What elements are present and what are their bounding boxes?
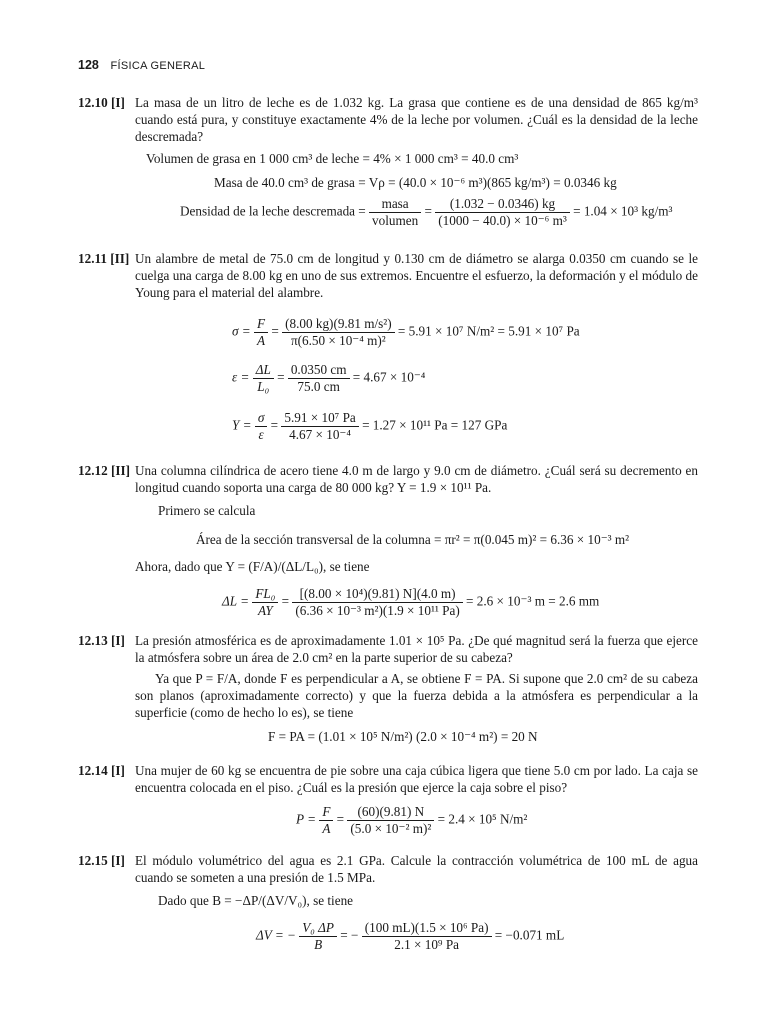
- problem-label: 12.12 [II]: [78, 463, 131, 478]
- fraction-v0dp-over-b: [299, 920, 337, 953]
- equation-stress: σ = $\frac{F}{A}$ = $\frac{\text{(8.00 kg)(9.81 m/s²)}}{\text{π(6.50 × 10⁻⁴ m)²}}$ = 5.91 × 10⁷ N/m² = 5.91 × 10⁷ Pa: [232, 316, 580, 348]
- denominator: A: [257, 333, 266, 348]
- numerator: ΔL: [253, 362, 274, 379]
- fraction-dl-over-l0: [253, 362, 274, 395]
- equation-lhs: ε =: [232, 369, 250, 385]
- fraction-fl0-over-ay: [252, 586, 278, 619]
- numerator: FL₀: [252, 586, 278, 603]
- denominator: 2.1 × 10⁹ Pa: [394, 937, 460, 952]
- equation-lhs: Y =: [232, 417, 252, 433]
- problem-12-15: [78, 852, 698, 886]
- equation-result: = −0.071 mL: [494, 927, 565, 943]
- equation-lhs: σ =: [232, 323, 251, 339]
- numerator: V₀ ΔP: [299, 920, 337, 937]
- equation-lhs: ΔL =: [222, 593, 250, 609]
- equation-young-modulus: Y = $\frac{\sigma}{\varepsilon}$ = $\frac{\text{5.91 × 10⁷ Pa}}{\text{4.67 × 10⁻⁴}}$ = 1.27 × 10¹¹ Pa = 127 GPa: [232, 410, 508, 442]
- text-given-young: Ahora, dado que Y = (F/A)/(ΔL/L₀), se tiene: [135, 559, 370, 574]
- problem-statement: La presión atmosférica es de aproximadamente 1.01 × 10⁵ Pa. ¿De qué magnitud será la fuerza que ejerce la atmósfera sobre un área de 2.0 cm² en la parte superior de su cabeza?: [135, 633, 698, 665]
- numerator: masa: [369, 196, 421, 213]
- denominator: π(6.50 × 10⁻⁴ m)²: [290, 333, 386, 348]
- fraction-f-over-a: [319, 804, 333, 837]
- equation-fat-volume: Volumen de grasa en 1 000 cm³ de leche = 4% × 1 000 cm³ = 40.0 cm³: [146, 151, 519, 166]
- numerator: 0.0350 cm: [288, 362, 350, 379]
- equation-strain: ε = $\frac{\Delta L}{\text{L₀}}$ = $\frac{0.0350 cm}{75.0 cm}$ = 4.67 × 10⁻⁴: [232, 362, 426, 394]
- fraction-values: [435, 196, 570, 229]
- numerator: (8.00 kg)(9.81 m/s²): [282, 316, 395, 333]
- problem-12-13: [78, 632, 698, 666]
- problem-statement: Una columna cilíndrica de acero tiene 4.0 m de largo y 9.0 cm de diámetro. ¿Cuál será su decremento en longitud cuando soporta una carga de 80 000 kg? Y = 1.9 × 10¹¹ Pa.: [135, 463, 698, 495]
- numerator: [(8.00 × 10⁴)(9.81) N](4.0 m): [292, 586, 462, 603]
- problem-statement: Un alambre de metal de 75.0 cm de longitud y 0.130 cm de diámetro se alarga 0.0350 cm cuando se le cuelga una carga de 8.00 kg en uno de sus extremos. Encuentre el esfuerzo, la deformación y el módulo de Young para el material del alambre.: [135, 251, 698, 300]
- denominator: B: [314, 937, 323, 952]
- equation-result: = 2.4 × 10⁵ N/m²: [437, 811, 528, 827]
- problem-12-12: [78, 462, 698, 496]
- denominator: L₀: [257, 379, 270, 394]
- numerator: 5.91 × 10⁷ Pa: [281, 410, 358, 427]
- equation-elongation: ΔL = $\frac{\text{FL₀}}{AY}$ = $\frac{\text{[(8.00 × 10⁴)(9.81) N](4.0 m)}}{\text{(6.36 × 10⁻³ m²)(1.9 × 10¹¹ Pa)}}$ = 2.6 × 10⁻³ m = 2.6 mm: [222, 586, 600, 618]
- equation-result: = 2.6 × 10⁻³ m = 2.6 mm: [466, 593, 600, 609]
- equation-result: = 4.67 × 10⁻⁴: [352, 369, 426, 385]
- equation-fat-mass: Masa de 40.0 cm³ de grasa = Vρ = (40.0 × 10⁻⁶ m³)(865 kg/m³) = 0.0346 kg: [214, 175, 617, 190]
- fraction-mass-volume: [369, 196, 421, 229]
- denominator: volumen: [372, 213, 419, 228]
- problem-label: 12.13 [I]: [78, 633, 125, 648]
- equation-force-atmosphere: F = PA = (1.01 × 10⁵ N/m²) (2.0 × 10⁻⁴ m²) = 20 N: [268, 729, 538, 744]
- equation-lhs: P =: [296, 811, 317, 827]
- numerator: F: [319, 804, 333, 821]
- fraction-values: [292, 586, 462, 619]
- problem-statement: El módulo volumétrico del agua es 2.1 GPa. Calcule la contracción volumétrica de 100 mL de agua cuando se someten a una presión de 1.5 MPa.: [135, 853, 698, 885]
- denominator: A: [322, 821, 331, 836]
- fraction-sigma-over-eps: [255, 410, 268, 443]
- text-given-bulk: Dado que B = −ΔP/(ΔV/V₀), se tiene: [158, 893, 354, 908]
- fraction-values: [282, 316, 395, 349]
- problem-label: 12.11 [II]: [78, 251, 130, 266]
- denominator: AY: [258, 603, 273, 618]
- page-header: [78, 56, 205, 75]
- equation-volume-change: ΔV = − $\frac{\text{V₀ ΔP}}{B}$ = − $\frac{\text{(100 mL)(1.5 × 10⁶ Pa)}}{\text{2.1 × 10⁹ Pa}}$ = −0.071 mL: [256, 920, 565, 952]
- fraction-values: [347, 804, 434, 837]
- equation-skim-density: Densidad de la leche descremada = $\frac{\text{masa}}{\text{volumen}}$ = $\frac{(1.032 - 0.0346) kg}{\text{(1000 − 40.0) × 10⁻⁶ m³}}$ = 1.04 × 10³ kg/m³: [180, 196, 673, 228]
- denominator: 75.0 cm: [297, 379, 340, 394]
- numerator: σ: [255, 410, 268, 427]
- solution-12-13: [78, 670, 698, 721]
- solution-text: Ya que P = F/A, donde F es perpendicular a A, se obtiene F = PA. Si supone que 2.0 cm² de su cabeza son planos (aproximadamente correcto) y que la fuerza debida a la atmósfera es perpendicular a la superficie (como de hecho lo es), se tiene: [135, 671, 698, 720]
- problem-label: 12.10 [I]: [78, 95, 125, 110]
- numerator: (100 mL)(1.5 × 10⁶ Pa): [362, 920, 492, 937]
- problem-12-10: [78, 94, 698, 145]
- book-title: FÍSICA GENERAL: [110, 60, 206, 72]
- denominator: (1000 − 40.0) × 10⁻⁶ m³: [438, 213, 567, 228]
- equation-lhs: ΔV = −: [256, 927, 296, 943]
- numerator: F: [254, 316, 268, 333]
- problem-statement: Una mujer de 60 kg se encuentra de pie sobre una caja cúbica ligera que tiene 5.0 cm por lado. La caja se encuentra colocada en el piso. ¿Cuál es la presión que ejerce la caja sobre el piso?: [135, 763, 698, 795]
- numerator: (1.032 − 0.0346) kg: [435, 196, 570, 213]
- text-first-calc: Primero se calcula: [158, 503, 256, 518]
- equation-result: = 5.91 × 10⁷ N/m² = 5.91 × 10⁷ Pa: [397, 323, 580, 339]
- problem-statement: La masa de un litro de leche es de 1.032 kg. La grasa que contiene es de una densidad de 865 kg/m³ cuando está pura, y constituye exactamente 4% de la leche por volumen. ¿Cuál es la densidad de la leche descremada?: [135, 95, 698, 144]
- equation-result: = 1.27 × 10¹¹ Pa = 127 GPa: [362, 417, 508, 433]
- fraction-values: [281, 410, 358, 443]
- problem-label: 12.14 [I]: [78, 763, 125, 778]
- denominator: (5.0 × 10⁻² m)²: [350, 821, 432, 836]
- denominator: 4.67 × 10⁻⁴: [289, 427, 351, 442]
- equation-lhs: Densidad de la leche descremada =: [180, 203, 366, 219]
- denominator: (6.36 × 10⁻³ m²)(1.9 × 10¹¹ Pa): [295, 603, 460, 618]
- numerator: (60)(9.81) N: [347, 804, 434, 821]
- problem-label: 12.15 [I]: [78, 853, 125, 868]
- fraction-values: [362, 920, 492, 953]
- problem-12-14: [78, 762, 698, 796]
- problem-12-11: [78, 250, 698, 301]
- equation-cross-section-area: Área de la sección transversal de la columna = πr² = π(0.045 m)² = 6.36 × 10⁻³ m²: [196, 532, 630, 547]
- equation-pressure-box: P = $\frac{F}{A}$ = $\frac{(60)(9.81) N}{\text{(5.0 × 10⁻² m)²}}$ = 2.4 × 10⁵ N/m²: [296, 804, 528, 836]
- equation-result: = 1.04 × 10³ kg/m³: [573, 203, 673, 219]
- denominator: ε: [258, 427, 264, 442]
- page-number: 128: [78, 58, 99, 72]
- fraction-values: [288, 362, 350, 395]
- fraction-f-over-a: [254, 316, 268, 349]
